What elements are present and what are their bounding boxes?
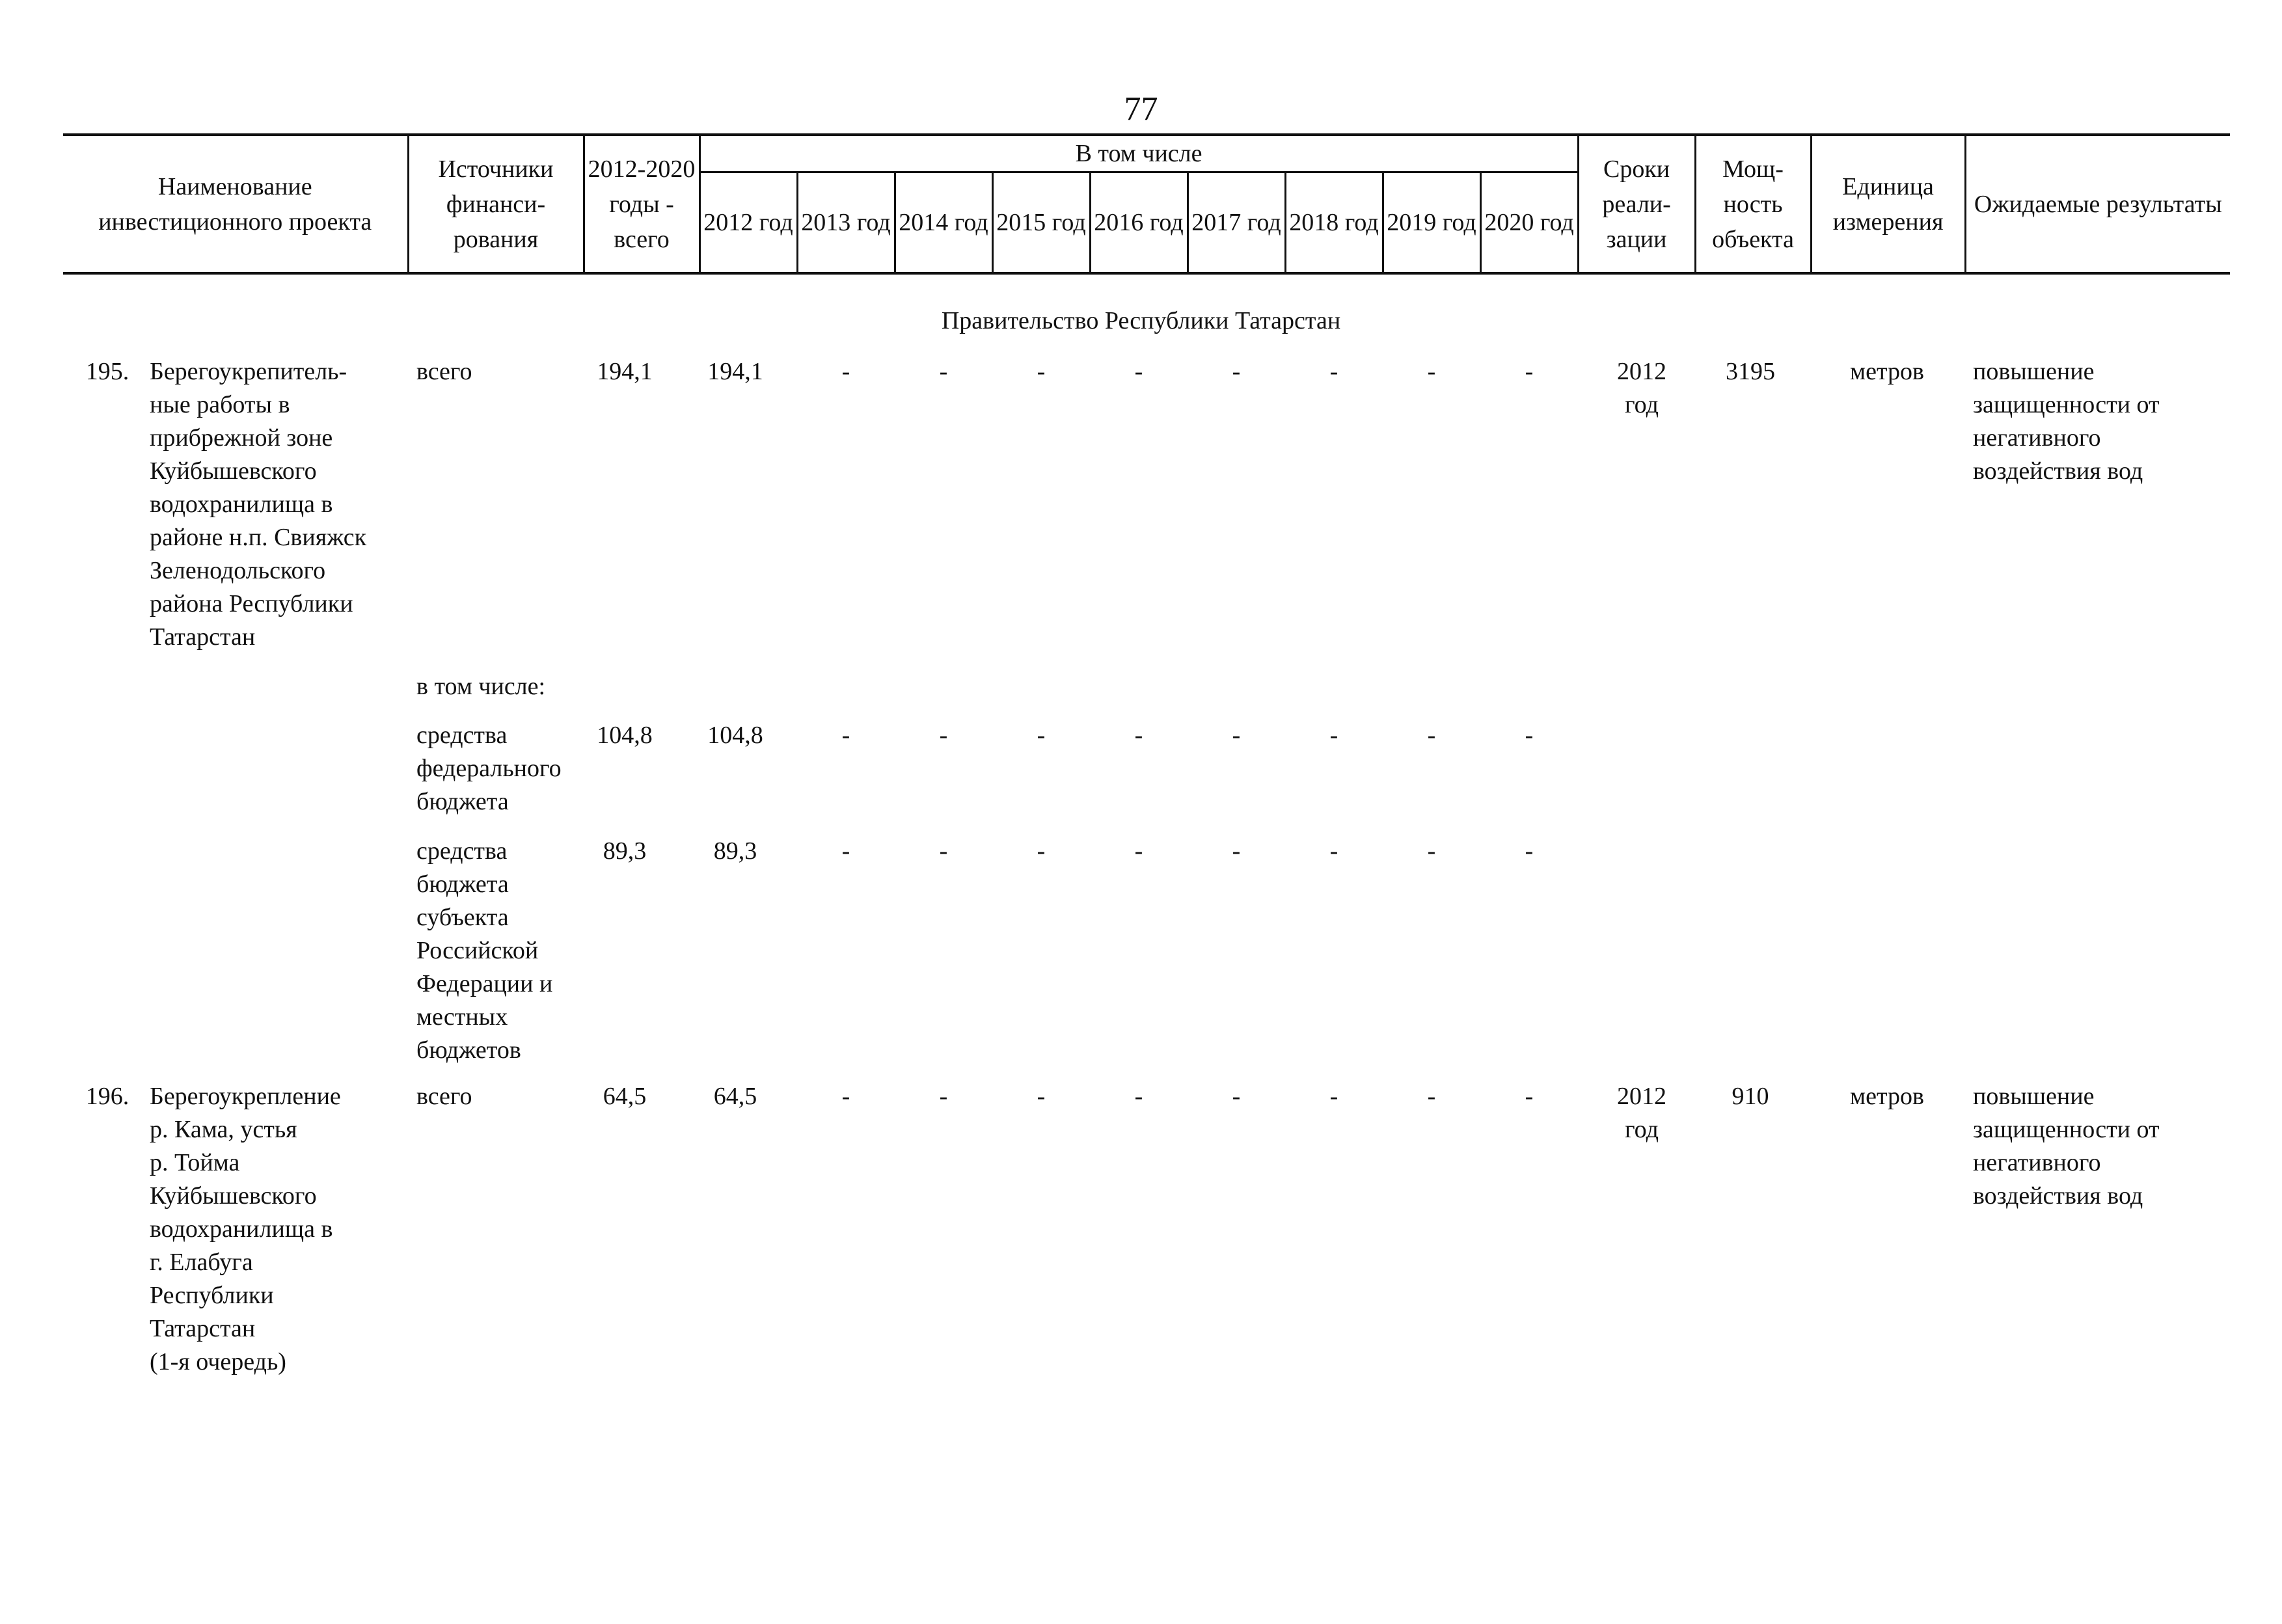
year-value: 89,3	[713, 837, 757, 865]
funding-source	[416, 719, 562, 819]
funding-source-line: средства	[416, 722, 508, 749]
year-value: -	[939, 722, 948, 749]
header-year: 2018 год	[1285, 172, 1383, 274]
year-value: -	[1037, 722, 1046, 749]
header-year: 2016 год	[1090, 172, 1188, 274]
funding-source	[416, 1080, 472, 1113]
year-value: -	[939, 1083, 948, 1110]
project-terms	[1599, 1080, 1684, 1146]
year-value: 194,1	[707, 358, 763, 385]
project-terms-line: 2012	[1617, 358, 1666, 385]
project-name-line: водохранилища в	[150, 1215, 333, 1243]
year-value: -	[1329, 837, 1338, 865]
year-value: -	[1525, 722, 1534, 749]
project-results	[1973, 1080, 2160, 1213]
year-value: -	[939, 358, 948, 385]
header-year: 2015 год	[992, 172, 1090, 274]
project-results-line: повышение	[1973, 1083, 2095, 1110]
project-results-line: воздействия вод	[1973, 457, 2143, 485]
header-year: 2019 год	[1383, 172, 1480, 274]
funding-source-line: всего	[416, 358, 472, 385]
total-value: 194,1	[597, 358, 653, 385]
header-year: 2020 год	[1480, 172, 1578, 274]
funding-source-line: местных	[416, 1003, 508, 1031]
year-value: -	[1037, 358, 1046, 385]
project-name-line: Куйбышевского	[150, 1182, 317, 1210]
project-name-line: Республики	[150, 1282, 274, 1309]
project-name	[150, 355, 366, 654]
project-results-line: защищенности от	[1973, 1116, 2160, 1143]
year-value: -	[841, 837, 850, 865]
funding-source	[416, 835, 552, 1067]
year-value: -	[1232, 358, 1241, 385]
project-name-line: р. Кама, устья	[150, 1116, 297, 1143]
header-sources: Источники финанси-рования	[408, 135, 584, 273]
project-unit: метров	[1850, 1083, 1924, 1110]
page-number: 77	[1124, 90, 1158, 128]
year-value: -	[841, 358, 850, 385]
project-name-line: Зеленодольского	[150, 557, 326, 584]
header-year: 2017 год	[1188, 172, 1285, 274]
project-results-line: воздействия вод	[1973, 1182, 2143, 1210]
project-capacity: 910	[1732, 1083, 1769, 1110]
project-name-line: р. Тойма	[150, 1149, 240, 1176]
project-results-line: негативного	[1973, 424, 2101, 452]
year-value: -	[1427, 1083, 1436, 1110]
funding-source-line: бюджетов	[416, 1036, 521, 1064]
header-results: Ожидаемые результаты	[1965, 135, 2230, 273]
header-year: 2012 год	[700, 172, 797, 274]
project-name-line: водохранилища в	[150, 491, 333, 518]
project-name-line: прибрежной зоне	[150, 424, 333, 452]
project-name-line: Берегоукрепление	[150, 1083, 341, 1110]
year-value: -	[1525, 358, 1534, 385]
header-unit: Единица измерения	[1811, 135, 1965, 273]
year-value: -	[1037, 1083, 1046, 1110]
project-number: 196.	[85, 1083, 129, 1110]
year-value: -	[1427, 358, 1436, 385]
project-name-line: района Республики	[150, 590, 353, 617]
year-value: -	[1134, 837, 1143, 865]
year-value: 104,8	[707, 722, 763, 749]
header-in-total: В том числе	[700, 135, 1578, 172]
project-name-line: Берегоукрепитель-	[150, 358, 347, 385]
year-value: -	[1525, 837, 1534, 865]
funding-source-line: всего	[416, 1083, 472, 1110]
project-results-line: повышение	[1973, 358, 2095, 385]
year-value: -	[1427, 837, 1436, 865]
project-name-line: Куйбышевского	[150, 457, 317, 485]
project-capacity: 3195	[1726, 358, 1775, 385]
total-value: 104,8	[597, 722, 653, 749]
year-value: -	[1329, 358, 1338, 385]
funding-source-line: субъекта	[416, 904, 509, 931]
header-year: 2013 год	[797, 172, 895, 274]
project-results-line: защищенности от	[1973, 391, 2160, 418]
header-total-years: 2012-2020 годы - всего	[584, 135, 700, 273]
project-terms-line: год	[1625, 1116, 1659, 1143]
year-value: -	[1232, 1083, 1241, 1110]
project-terms-line: 2012	[1617, 1083, 1666, 1110]
project-name-line: Татарстан	[150, 623, 256, 651]
total-value: 64,5	[603, 1083, 647, 1110]
year-value: -	[1037, 837, 1046, 865]
funding-source-line: федерального	[416, 755, 562, 782]
project-results-line: негативного	[1973, 1149, 2101, 1176]
project-terms	[1599, 355, 1684, 422]
funding-source-line: в том числе:	[416, 673, 546, 700]
header-terms: Сроки реали-зации	[1578, 135, 1695, 273]
header-capacity: Мощ-ность объекта	[1695, 135, 1811, 273]
year-value: -	[939, 837, 948, 865]
year-value: -	[1329, 722, 1338, 749]
funding-source	[416, 670, 545, 703]
project-name-line: г. Елабуга	[150, 1249, 253, 1276]
investment-table-header	[63, 133, 2230, 275]
year-value: -	[841, 722, 850, 749]
project-name-line: ные работы в	[150, 391, 290, 418]
total-value: 89,3	[603, 837, 647, 865]
project-number: 195.	[85, 358, 129, 385]
funding-source-line: Российской	[416, 937, 539, 964]
year-value: -	[841, 1083, 850, 1110]
header-name: Наименование инвестиционного проекта	[63, 135, 408, 273]
year-value: -	[1134, 722, 1143, 749]
year-value: -	[1525, 1083, 1534, 1110]
funding-source-line: бюджета	[416, 871, 509, 898]
year-value: -	[1329, 1083, 1338, 1110]
project-name-line: районе н.п. Свияжск	[150, 524, 367, 551]
project-unit: метров	[1850, 358, 1924, 385]
funding-source	[416, 355, 472, 388]
funding-source-line: средства	[416, 837, 508, 865]
project-terms-line: год	[1625, 391, 1659, 418]
funding-source-line: Федерации и	[416, 970, 553, 997]
section-title: Правительство Республики Татарстан	[941, 307, 1341, 334]
year-value: -	[1232, 837, 1241, 865]
header-year: 2014 год	[895, 172, 992, 274]
project-name-line: Татарстан	[150, 1315, 256, 1342]
funding-source-line: бюджета	[416, 788, 509, 815]
year-value: 64,5	[713, 1083, 757, 1110]
year-value: -	[1134, 358, 1143, 385]
year-value: -	[1427, 722, 1436, 749]
project-name	[150, 1080, 341, 1379]
year-value: -	[1134, 1083, 1143, 1110]
project-results	[1973, 355, 2160, 488]
project-name-line: (1-я очередь)	[150, 1348, 286, 1375]
year-value: -	[1232, 722, 1241, 749]
